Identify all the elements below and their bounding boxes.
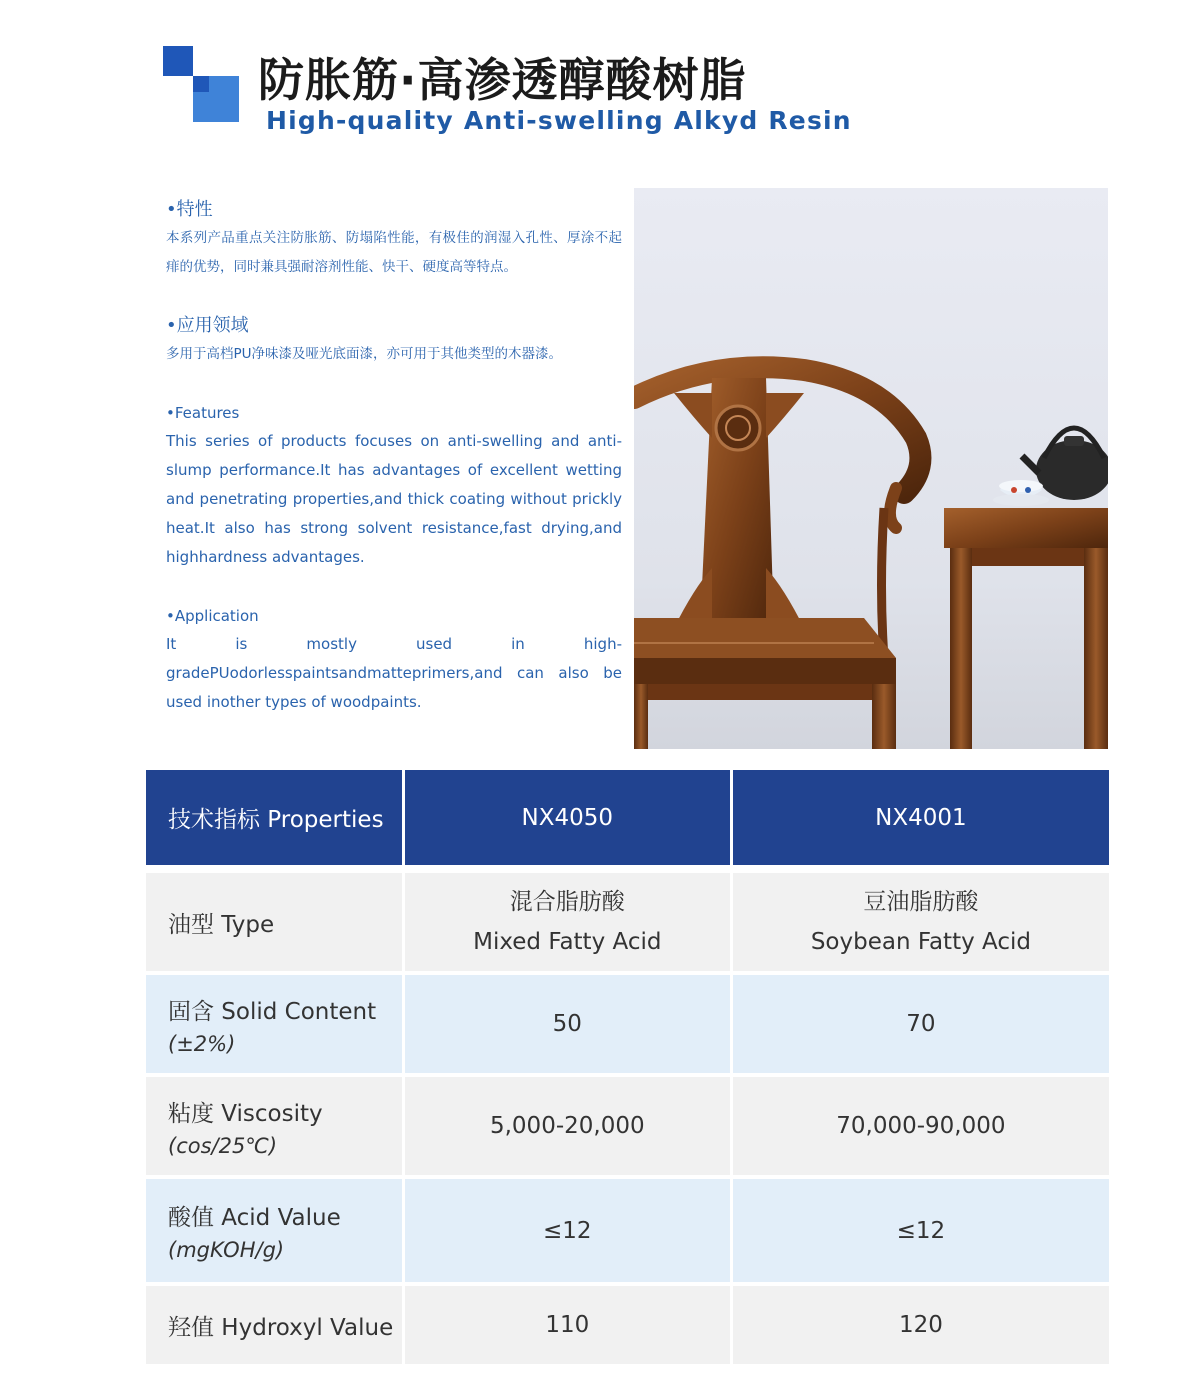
row-unit: (cos/25℃) [168,1133,278,1158]
row-label: 油型 Type [146,873,405,975]
row-unit: (mgKOH/g) [168,1238,285,1262]
cell-value: ≤12 [405,1179,733,1286]
properties-table [146,770,1109,1368]
table-row [146,975,1109,1077]
cell-value: 50 [405,975,733,1077]
intro-section [166,196,622,717]
row-label: 酸值 Acid Value (mgKOH/g) [146,1179,405,1286]
cell-value: 70,000-90,000 [733,1077,1109,1179]
page-subtitle: High-quality Anti-swelling Alkyd Resin [266,106,852,135]
features-en-body: This series of products focuses on anti-swelling and anti-slump performance.It has advantages of excellent wetting and penetrating properties,and thick coating without prickly heat.It also has strong solvent resistance,fast drying,and highhardness advantages. [166,432,622,566]
cell-value: 120 [733,1286,1109,1368]
cell-value: 5,000-20,000 [405,1077,733,1179]
product-photo [634,188,1108,749]
features-en-heading: •Features [166,404,240,422]
table-row [146,1179,1109,1286]
application-en-body: It is mostly used in high-gradePUodorlesspaintsandmatteprimers,and can also be used inother types of woodpaints. [166,635,622,711]
row-label: 粘度 Viscosity (cos/25℃) [146,1077,405,1179]
cell-value: 110 [405,1286,733,1368]
header-properties: 技术指标 Properties [146,770,405,873]
table-row [146,1286,1109,1368]
table-row [146,1077,1109,1179]
chair-illustration [634,188,1108,749]
table-row [146,873,1109,975]
header-nx4050: NX4050 [405,770,733,873]
row-label: 羟值 Hydroxyl Value [146,1286,405,1368]
cell-value: 豆油脂肪酸 Soybean Fatty Acid [733,873,1109,975]
application-cn-body: 多用于高档PU净味漆及哑光底面漆，亦可用于其他类型的木器漆。 [166,346,563,362]
row-label: 固含 Solid Content (±2%) [146,975,405,1077]
features-cn-body: 本系列产品重点关注防胀筋、防塌陷性能，有极佳的润湿入孔性、厚涂不起痱的优势，同时兼具强耐溶剂性能、快干、硬度高等特点。 [166,230,622,275]
cell-value: 70 [733,975,1109,1077]
header-nx4001: NX4001 [733,770,1109,873]
cell-value: ≤12 [733,1179,1109,1286]
application-en-heading: •Application [166,607,259,625]
row-unit: (±2%) [168,1031,236,1056]
table-header-row [146,770,1109,873]
features-cn-heading: •特性 [166,199,213,220]
page-title: 防胀筋·高渗透醇酸树脂 [258,53,747,107]
brand-logo-icon [163,46,241,124]
application-cn-heading: •应用领域 [166,315,249,336]
cell-value: 混合脂肪酸 Mixed Fatty Acid [405,873,733,975]
